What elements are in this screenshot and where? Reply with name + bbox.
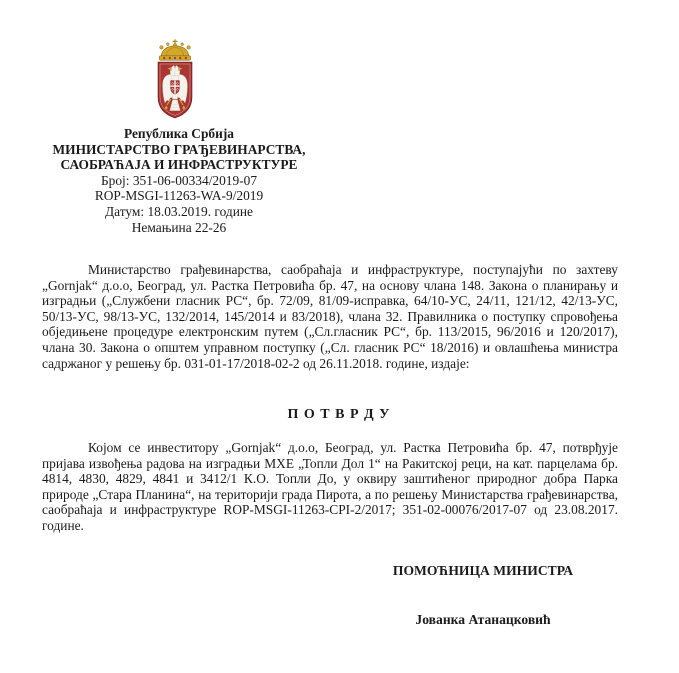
confirmation-paragraph: Којом се инвеститору „Gornjak“ д.о.о, Београд, ул. Растка Петровића бр. 47, потврђује пријава извођења радова на изградњи МХЕ „Топли Дол 1“ на Ракитској реци, на кат. парцелама бр. 4814, 4830, 4829, 4841 и 3412/1 К.О. Топли До, у оквиру заштићеног природног добра Парка природе „Стара Планина“, на територији града Пирота, а по решењу Министарства грађевинарства, саобраћаја и инфраструктуре ROP-MSGI-11263-CPI-2/2017; 351-02-00076/2017-07 од 23.08.2017. године. [42, 440, 618, 533]
intro-paragraph: Министарство грађевинарства, саобраћаја и инфраструктуре, поступајући по захтеву „Gornjak“ д.о.о, Београд, ул. Растка Петровића бр. 47, на основу члана 148. Закона о планирању и изградњи („Службени гласник РС“, бр. 72/09, 81/09-исправка, 64/10-УС, 24/11, 121/12, 42/13-УС, 50/13-УС, 98/13-УС, 132/2014, 145/2014 и 83/2018), члана 32. Правилника о поступку спровођења обједињене процедуре електронским путем („Сл.гласник РС“, бр. 113/2015, 96/2016 и 120/2017), члана 30. Закона о општем управном поступку („Сл. гласник РС“ 18/2016) и овлашћења министра садржаног у решењу бр. 031-01-17/2018-02-2 од 26.11.2018. године, издаје: [42, 262, 618, 371]
chest-shield-icon [171, 81, 180, 95]
document-number: Број: 351-06-00334/2019-07 [100, 172, 258, 188]
document-date: Датум: 18.03.2019. године [105, 203, 253, 219]
ministry-name-line1: МИНИСТАРСТВО ГРАЂЕВИНАРСТВА, [52, 141, 306, 157]
letterhead [34, 126, 324, 235]
country-name: Република Србија [123, 126, 234, 141]
crown-icon [159, 39, 190, 60]
street-address: Немањина 22-26 [131, 219, 227, 235]
rop-case-number: ROP-MSGI-11263-WA-9/2019 [94, 188, 264, 204]
ministry-name-line2: САОБРАЋАЈА И ИНФРАСТРУКТУРЕ [60, 157, 298, 173]
serbia-coat-of-arms-icon [153, 38, 197, 122]
signatory-name: Јованка Атанацковић [415, 612, 551, 627]
document-title: П О Т В Р Д У [287, 407, 391, 422]
signatory-title: ПОМОЋНИЦА МИНИСТРА [392, 563, 574, 578]
